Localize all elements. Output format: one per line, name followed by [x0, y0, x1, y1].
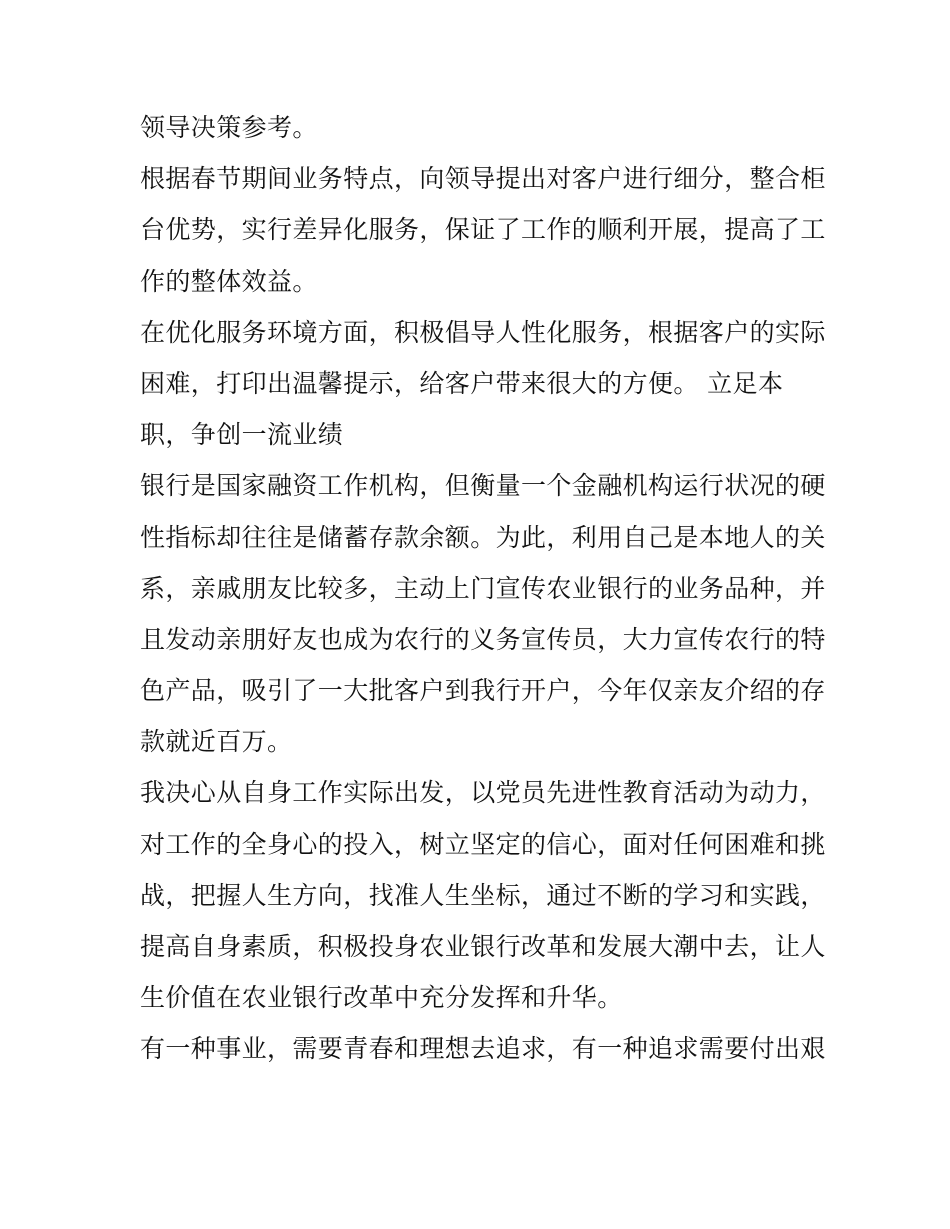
text-line: 性指标却往往是储蓄存款余额。为此，利用自己是本地人的关	[140, 522, 826, 552]
text-line: 有一种事业，需要青春和理想去追求，有一种追求需要付出艰	[140, 1034, 826, 1064]
text-line: 款就近百万。	[140, 727, 293, 757]
text-line: 在优化服务环境方面，积极倡导人性化服务，根据客户的实际	[140, 317, 826, 347]
text-line: 对工作的全身心的投入，树立坚定的信心，面对任何困难和挑	[140, 829, 826, 859]
text-line: 色产品，吸引了一大批客户到我行开户，今年仅亲友介绍的存	[140, 676, 826, 706]
document-body	[140, 108, 826, 1081]
text-line: 战，把握人生方向，找准人生坐标，通过不断的学习和实践，	[140, 880, 826, 910]
text-line: 领导决策参考。	[140, 113, 318, 142]
text-line: 台优势，实行差异化服务，保证了工作的顺利开展，提高了工	[140, 215, 826, 245]
text-line: 系，亲戚朋友比较多，主动上门宣传农业银行的业务品种，并	[140, 573, 826, 603]
text-line: 提高自身素质，积极投身农业银行改革和发展大潮中去，让人	[140, 932, 826, 961]
text-line: 我决心从自身工作实际出发，以党员先进性教育活动为动力，	[140, 778, 826, 808]
text-line: 根据春节期间业务特点，向领导提出对客户进行细分，整合柜	[140, 164, 826, 194]
text-line: 银行是国家融资工作机构，但衡量一个金融机构运行状况的硬	[140, 471, 826, 501]
text-line: 职，争创一流业绩	[140, 420, 344, 450]
text-line: 作的整体效益。	[140, 266, 318, 296]
text-line: 且发动亲朋好友也成为农行的义务宣传员，大力宣传农行的特	[140, 624, 826, 654]
text-line: 生价值在农业银行改革中充分发挥和升华。	[140, 983, 623, 1013]
text-line: 困难，打印出温馨提示，给客户带来很大的方便。 立足本	[140, 368, 784, 398]
